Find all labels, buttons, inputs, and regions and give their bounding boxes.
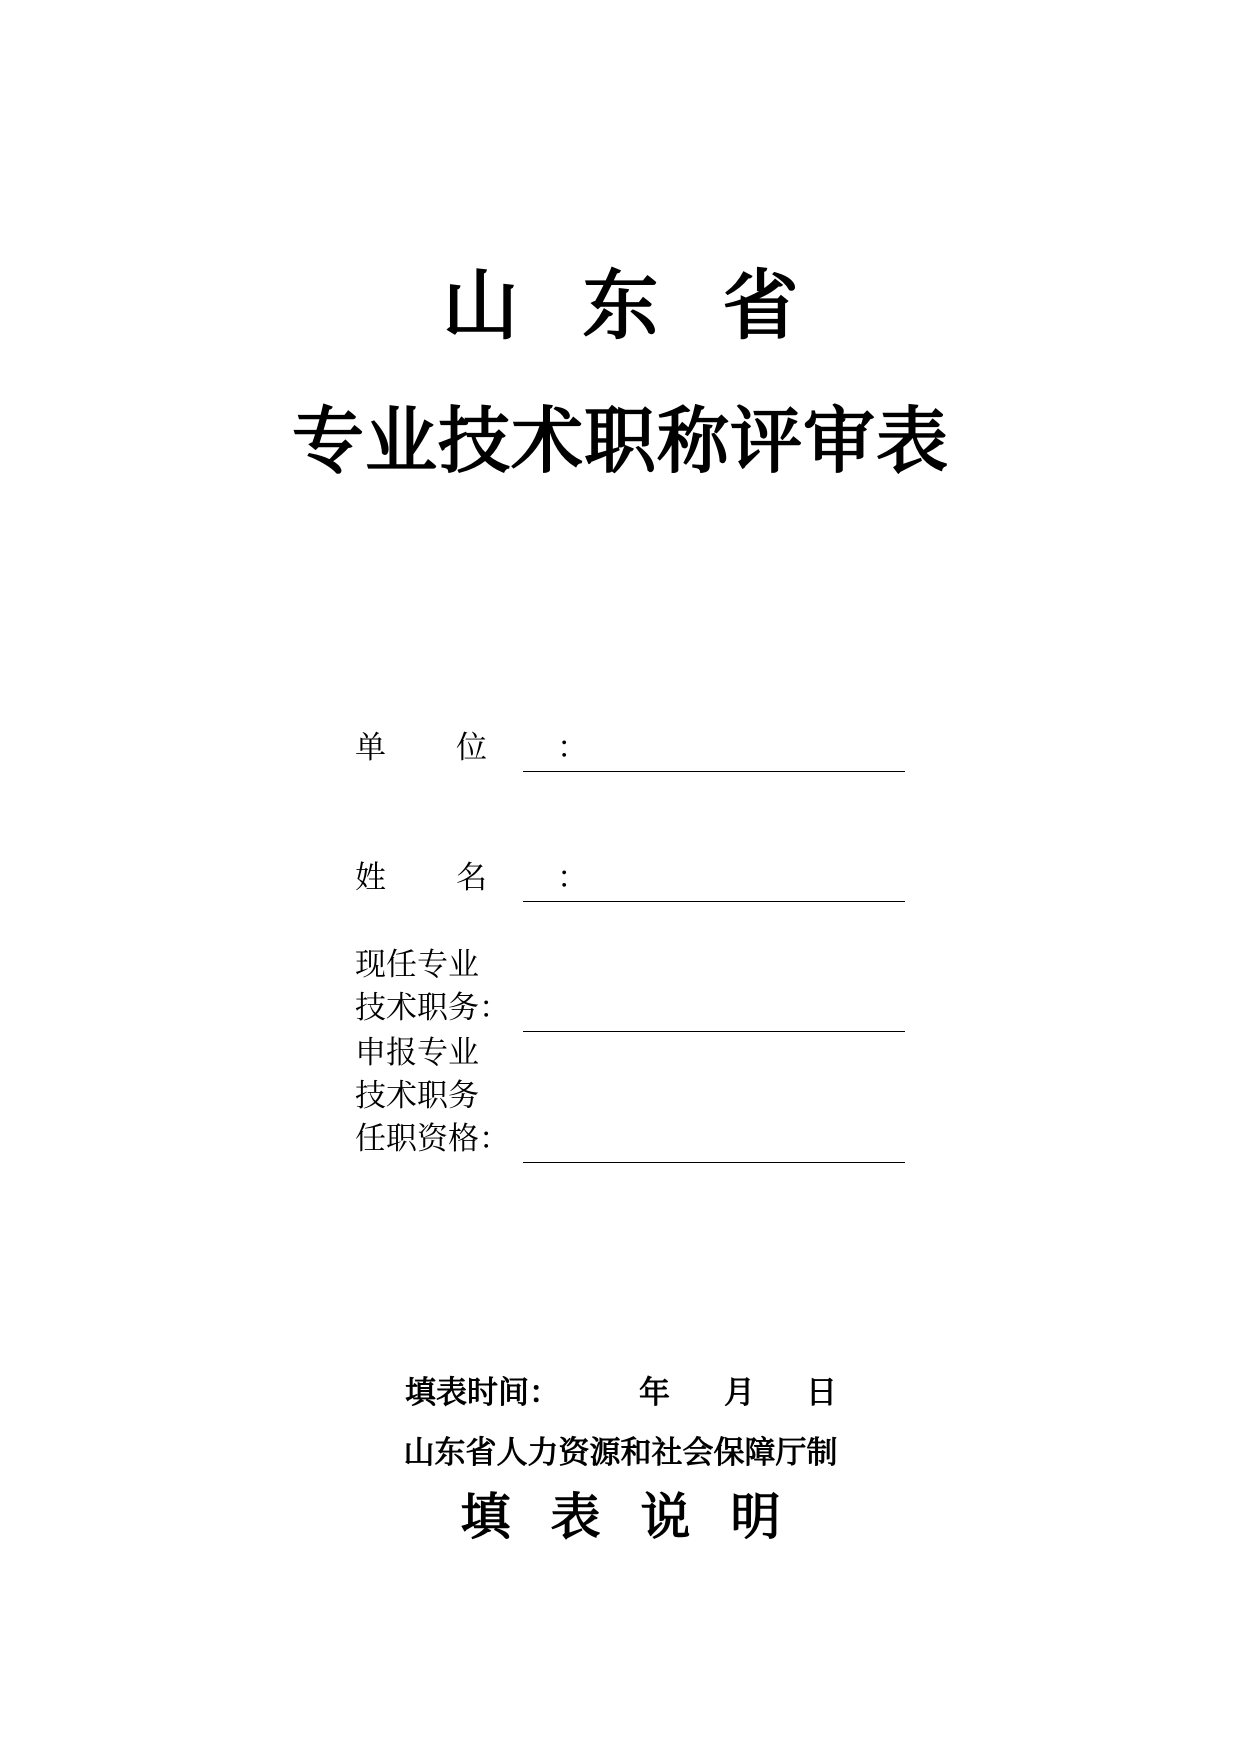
instructions-heading: 填表说明 [460, 1487, 821, 1546]
name-label: 姓名 [355, 860, 557, 896]
fill-date-row [0, 1375, 1241, 1418]
unit-field[interactable] [523, 771, 905, 772]
unit-label: 单位 [355, 730, 557, 766]
cover-form [355, 0, 915, 1200]
current-title-label-line2: 技术职务 [355, 990, 479, 1026]
name-field[interactable] [523, 901, 905, 902]
applied-title-label-line2: 技术职务 [355, 1078, 479, 1114]
fill-date-label: 填表时间： [405, 1375, 560, 1411]
issuer-text: 山东省人力资源和社会保障厅制 [403, 1435, 838, 1471]
form-title: 专业技术职称评审表 [291, 398, 949, 483]
name-label-row [355, 860, 588, 896]
fill-date-month: 月 [724, 1375, 755, 1411]
applied-title-label-row [355, 1121, 510, 1157]
applied-title-label-line3: 任职资格 [355, 1121, 479, 1157]
province-title: 山东省 [442, 261, 863, 350]
applied-title-label-line1: 申报专业 [355, 1035, 479, 1071]
current-title-field[interactable] [523, 1031, 905, 1032]
applied-title-field[interactable] [523, 1162, 905, 1163]
unit-label-colon: ： [557, 730, 588, 766]
current-title-label-colon: ： [479, 990, 510, 1026]
unit-label-row [355, 730, 588, 766]
current-title-label-line1: 现任专业 [355, 947, 479, 983]
fill-date-day: 日 [806, 1375, 837, 1411]
name-label-colon: ： [557, 860, 588, 896]
fill-date-year: 年 [639, 1375, 670, 1411]
current-title-label-row [355, 990, 510, 1026]
applied-title-label-colon: ： [479, 1121, 510, 1157]
